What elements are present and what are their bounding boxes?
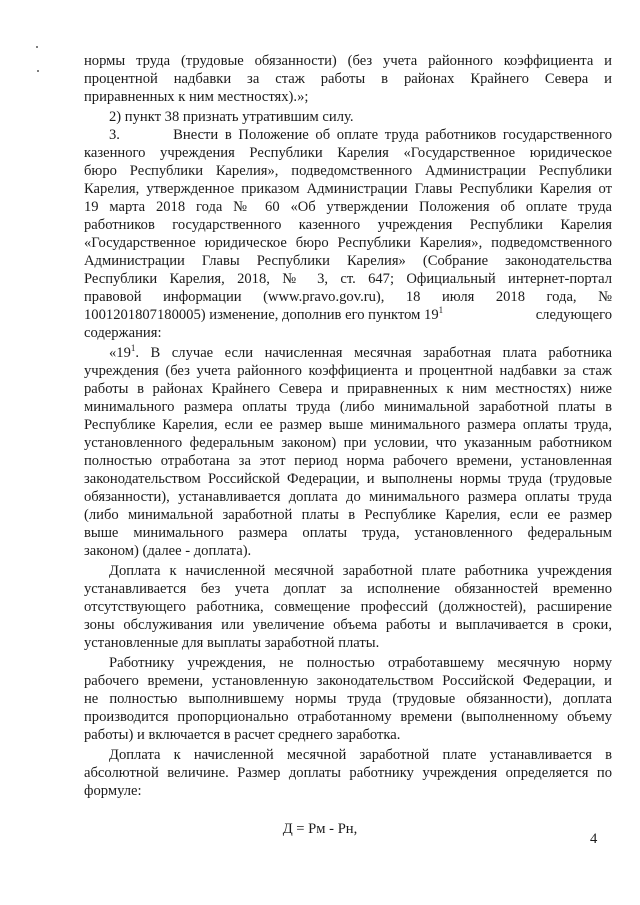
text-line: установленные для выплаты заработной платы. [84, 635, 380, 651]
scan-speck [37, 70, 39, 72]
text-line: работы в районах Крайнего Севера и приравненных к ним местностях) ниже [84, 381, 612, 397]
text-line: отсутствующего работника, совмещение профессий (должностей), расширение [84, 599, 612, 615]
text-line: обязанности), устанавливается доплата до минимального размера оплаты труда [84, 489, 612, 505]
text-line: учреждения (без учета районного коэффициента и процентной надбавки за стаж [84, 363, 612, 379]
text-line: приравненных к ним местностях).»; [84, 89, 309, 105]
text-line: устанавливается без учета доплат за исполнение обязанностей временно [84, 581, 612, 597]
text-line: казенного учреждения Республики Карелия «Государственное юридическое [84, 145, 612, 161]
text-line: выше минимального размера оплаты труда, установленного федеральным [84, 525, 612, 541]
text-line: работников государственного казенного учреждения Республики Карелия [84, 217, 612, 233]
text-line: процентной надбавки за стаж работы в районах Крайнего Севера и [84, 71, 612, 87]
text-line: Республике Карелия, если ее размер выше минимального размера оплаты труда, [84, 417, 612, 433]
text-line: нормы труда (трудовые обязанности) (без учета районного коэффициента и [84, 53, 612, 69]
text-line: работы) и включается в расчет среднего заработка. [84, 727, 401, 743]
text-line: Доплата к начисленной месячной заработной плате устанавливается в [109, 747, 612, 763]
text-line: Карелия, утвержденное приказом Администрации Главы Республики Карелия от [84, 181, 612, 197]
text-line: минимального размера оплаты труда (либо минимальной заработной платы в [84, 399, 612, 415]
text-line: Администрации Главы Республики Карелия» (Собрание законодательства [84, 253, 612, 269]
scan-speck [36, 46, 38, 48]
text-line [109, 344, 612, 362]
text-line: Доплата к начисленной месячной заработной плате работника учреждения [109, 563, 612, 579]
superscript: 1 [130, 343, 136, 353]
text-line: бюро Республики Карелия», подведомственного Администрации Республики [84, 163, 612, 179]
text-line: не полностью выполнившему нормы труда (трудовые обязанности), доплата [84, 691, 612, 707]
text-fragment: следующего [535, 307, 612, 323]
text-line [84, 306, 612, 324]
text-line: производится пропорционально отработанному времени (выполненному объему [84, 709, 612, 725]
text-fragment: 1001201807180005) изменение, дополнив его пунктом 19 [84, 307, 439, 323]
text-line: (либо минимальной заработной платы в Республике Карелия, если ее размер [84, 507, 612, 523]
text-line: правовой информации (www.pravo.gov.ru), 18 июля 2018 года, № [84, 289, 612, 305]
list-item-heading: 3. Внести в Положение об оплате труда работников государственного [109, 127, 612, 143]
text-line: установленного федеральным законом) при условии, что указанным работником [84, 435, 612, 451]
text-line: «Государственное юридическое бюро Республики Карелия», подведомственного [84, 235, 612, 251]
text-fragment: . В случае если начисленная месячная заработная плата работника [135, 345, 612, 361]
list-item: 2) пункт 38 признать утратившим силу. [109, 109, 354, 125]
text-line: законодательством Российской Федерации, и выполнены нормы труда (трудовые [84, 471, 612, 487]
text-line: законом) (далее - доплата). [84, 543, 252, 559]
text-fragment: «19 [109, 345, 131, 361]
text-line: зоны обслуживания или увеличение объема работы и выплачивается в сроки, [84, 617, 612, 633]
text-line: 19 марта 2018 года № 60 «Об утверждении Положения об оплате труда [84, 199, 612, 215]
superscript: 1 [438, 305, 444, 315]
text-line: Работнику учреждения, не полностью отработавшему месячную норму [109, 655, 612, 671]
formula: Д = Рм - Рн, [282, 821, 358, 837]
text-line: полностью отработана за этот период норма рабочего времени, установленная [84, 453, 612, 469]
page-number: 4 [590, 831, 598, 847]
text-line: содержания: [84, 325, 162, 341]
text-line: абсолютной величине. Размер доплаты работнику учреждения определяется по [84, 765, 612, 781]
text-line: Республики Карелия, 2018, № 3, ст. 647; Официальный интернет-портал [84, 271, 612, 287]
text-line: формуле: [84, 783, 142, 799]
text-line: рабочего времени, установленную законодательством Российской Федерации, и [84, 673, 612, 689]
